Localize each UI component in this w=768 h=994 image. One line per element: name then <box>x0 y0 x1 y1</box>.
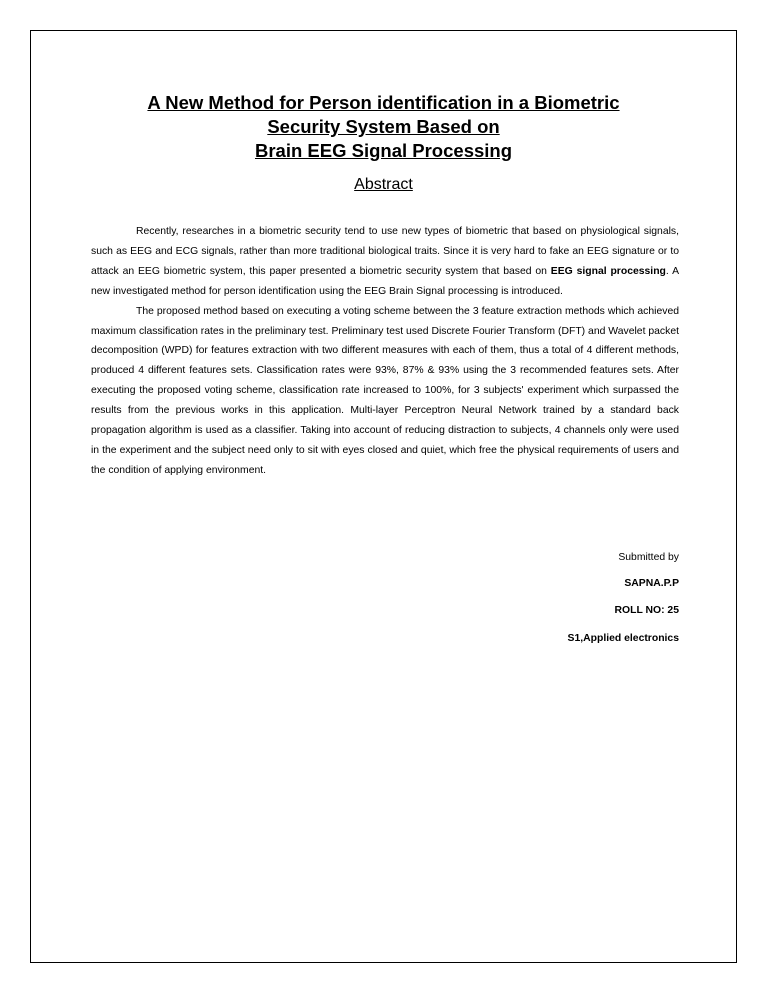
title-line-2: Security System Based on <box>267 116 500 137</box>
title-line-1: A New Method for Person identification in a Biometric <box>147 92 620 113</box>
paragraph-1-bold-phrase: EEG signal processing <box>550 265 666 277</box>
document-title <box>30 91 737 163</box>
submitted-by-label: Submitted by <box>618 552 679 563</box>
author-name: SAPNA.P.P <box>624 578 679 589</box>
paragraph-1-text-end: . A new investigated method for person identification using the EEG Brain Signal processing is introduced. <box>91 265 680 297</box>
roll-number: ROLL NO: 25 <box>614 605 679 616</box>
abstract-paragraph-1 <box>91 222 679 302</box>
abstract-body <box>91 222 679 481</box>
paragraph-1-text-start: Recently, researches in a biometric security tend to use new types of biometric that based on physiological signals, such as EEG and ECG signals, rather than more traditional biological traits. Since it is very hard to fake an EEG signature or to attack an EEG biometric system, this paper presented a biometric security system that based on <box>91 226 679 277</box>
title-line-3: Brain EEG Signal Processing <box>254 140 513 161</box>
department: S1,Applied electronics <box>567 633 679 644</box>
page-border <box>30 30 737 963</box>
abstract-heading: Abstract <box>354 176 413 193</box>
abstract-paragraph-2: The proposed method based on executing a voting scheme between the 3 feature extraction methods which achieved maximum classification rates in the preliminary test. Preliminary test used Discrete Fourier Transform (DFT) and Wavelet packet decomposition (WPD) for features extraction with two different measures with each of them, thus a total of 4 different methods, produced 4 different features sets. Classification rates were 93%, 87% & 93% using the 3 recommended features sets. After executing the proposed voting scheme, classification rate increased to 100%, for 3 subjects' experiment which surpassed the results from the previous works in this application. Multi-layer Perceptron Neural Network trained by a standard back propagation algorithm is used as a classifier. Taking into account of reducing distraction to subjects, 4 channels only were used in the experiment and the subject need only to sit with eyes closed and quiet, which free the physical requirements of users and the condition of applying environment. <box>91 305 679 476</box>
